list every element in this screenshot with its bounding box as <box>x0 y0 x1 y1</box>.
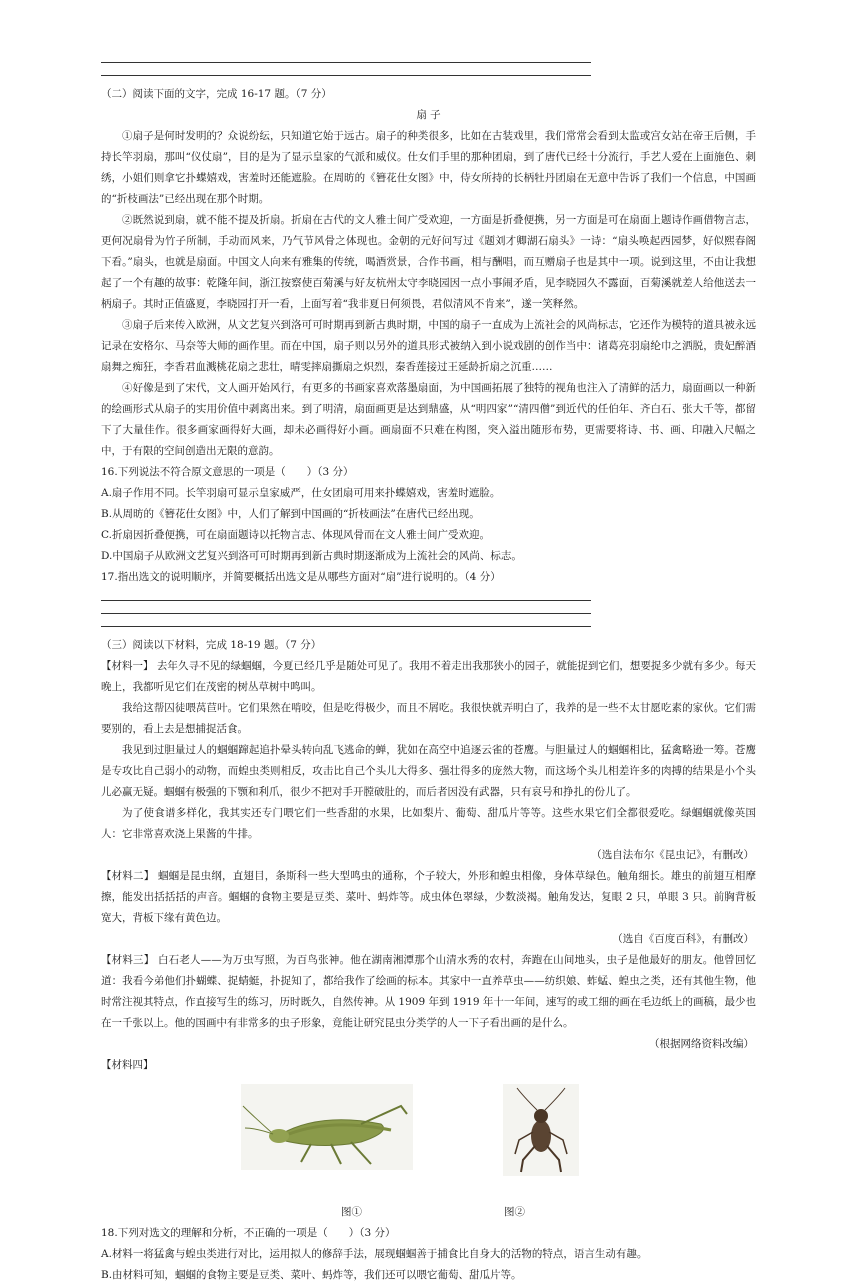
exam-page <box>101 50 756 1286</box>
material-2 <box>101 866 756 929</box>
material-3-text: 白石老人——为万虫写照，为百鸟张神。他在湖南湘潭那个山清水秀的农村，奔跑在山间地头，虫子是他最好的朋友。他曾回忆道：我看今弟他们扑蝴蝶、捉蜻蜓，扑捉知了，都给我作了绘画的标本。其家中一直养草虫——纺织娘、蚱蜢、蝗虫之类，还有其他生物，他时常注视其特点，作直接写生的练习，历时既久，自然传神。从 1909 年到 1919 年十一年间，速写的或工细的画在毛边纸上的画稿，最少也在一千张以上。他的国画中有非常多的虫子形象，竟能让研究昆虫分类学的人一下子看出画的是什么。 <box>101 954 757 1029</box>
option-b: B.由材料可知，蝈蝈的食物主要是豆类、菜叶、蚂炸等，我们还可以喂它葡萄、甜瓜片等。 <box>101 1269 522 1281</box>
option-d: D.中国扇子从欧洲文艺复兴到洛可可时期再到新古典时期逐渐成为上流社会的风尚、标志。 <box>101 550 522 562</box>
article-title: 扇 子 <box>416 109 441 121</box>
material-3-label: 【材料三】 <box>101 954 155 966</box>
question-17: 17.指出选文的说明顺序，并简要概括出选文是从哪些方面对“扇”进行说明的。（4 分） <box>101 571 501 583</box>
question-18: 18.下列对选文的理解和分析，不正确的一项是（ ）（3 分） <box>101 1227 396 1239</box>
material-4-label: 【材料四】 <box>101 1059 154 1071</box>
option-c: C.折扇因折叠便携，可在扇面题诗以托物言志、体现风骨而在文人雅士间广受欢迎。 <box>101 529 490 541</box>
section3-heading: （三）阅读以下材料，完成 18-19 题。（7 分） <box>101 639 322 651</box>
source-note: （选自《百度百科》，有删改） <box>612 933 754 945</box>
paragraph: ④好像是到了宋代，文人画开始风行，有更多的书画家喜欢落墨扇面，为中国画拓展了独特的视角也注入了清鲜的活力，扇面画以一种新的绘画形式从扇子的实用价值中剥离出来。到了明清，扇面画更是达到鼎盛，从“明四家”“清四僧”到近代的任伯年、齐白石、张大千等，都留下了大量佳作。很多画家画得好大画，却未必画得好小画。画扇面不只难在构图，突入溢出随形布势，更需要将诗、书、画、印融入尺幅之中，于有限的空间创造出无限的意韵。 <box>101 382 756 457</box>
answer-line <box>101 50 591 63</box>
cricket-image <box>503 1084 579 1176</box>
material-2-text: 蝈蝈是昆虫纲，直翅目，条斯科一些大型鸣虫的通称，个子较大，外形和蝗虫相像，身体草绿色。触角细长。雄虫的前翅互相摩擦，能发出括括括的声音。蝈蝈的食物主要是豆类、菜叶、蚂炸等。成虫体色翠绿，少数淡褐。触角发达，复眼 2 只，单眼 3 只。前胸背板宽大，背板下缘有黄色边。 <box>101 870 757 924</box>
paragraph: 我给这帮囚徒喂莴苣叶。它们果然在啃咬，但是吃得极少，而且不屑吃。我很快就弄明白了，我养的是一些不太甘愿吃素的家伙。它们需要别的，看上去是想捕捉活食。 <box>101 702 756 735</box>
option-a: A.扇子作用不同。长竿羽扇可显示皇家威严，仕女团扇可用来扑蝶嬉戏，害羞时遮脸。 <box>101 487 501 499</box>
material-3 <box>101 950 756 1034</box>
option-b: B.从周昉的《簪花仕女图》中，人们了解到中国画的“折枝画法”在唐代已经出现。 <box>101 508 480 520</box>
paragraph: ①扇子是何时发明的？众说纷纭，只知道它始于远古。扇子的种类很多，比如在古装戏里，我们常常会看到太监或宫女站在帝王后侧，手持长竿羽扇，那叫“仪仗扇”，目的是为了显示皇家的气派和威仪。仕女们手里的那种团扇，到了唐代已经十分流行，手艺人爱在上面施色、刺绣，小姐们则拿它扑蝶嬉戏，害羞时还能遮脸。在周昉的《簪花仕女图》中，侍女所持的长柄牡丹团扇在无意中告诉了我们一个信息，中国画的“折枝画法”已经出现在那个时期。 <box>101 130 756 205</box>
answer-line <box>101 601 591 614</box>
figure-1-caption: 图① <box>341 1206 362 1218</box>
material-1-label: 【材料一】 <box>101 660 154 672</box>
figure-2-caption: 图② <box>504 1206 525 1218</box>
paragraph: ③扇子后来传入欧洲，从文艺复兴到洛可可时期再到新古典时期，中国的扇子一直成为上流社会的风尚标志，它还作为模特的道具被永远记录在安格尔、马奈等大师的画作里。而在中国，扇子则以另外的道具形式被纳入到小说戏剧的创作当中：诸葛亮羽扇纶巾之洒脱，贵妃醉酒扇舞之痴狂，李香君血溅桃花扇之悲壮，晴雯摔扇撕扇之炽烈，秦香莲接过王延龄折扇之沉重…… <box>101 319 756 373</box>
option-a: A.材料一将猛禽与蝗虫类进行对比，运用拟人的修辞手法，展现蝈蝈善于捕食比自身大的活物的特点，语言生动有趣。 <box>101 1248 648 1260</box>
material-2-label: 【材料二】 <box>101 870 155 882</box>
paragraph: ②既然说到扇，就不能不提及折扇。折扇在古代的文人雅士间广受欢迎，一方面是折叠便携，另一方面是可在扇面上题诗作画借物言志，更何况扇骨为竹子所制，手动而风来，乃气节风骨之体现也。金朝的元好问写过《题刘才卿湖石扇头》一诗：“扇头唤起西园梦，好似熙春阁下看。”扇头，也就是扇面。中国文人向来有雅集的传统，喝酒赏景，合作书画，相与酬唱，而互赠扇子也是其中一项。说到这里，不由让我想起了一个有趣的故事：乾隆年间，浙江按察使百菊溪与好友杭州太守李晓园因一点小事闹矛盾，见李晓园久不露面，百菊溪就差人给他送去一柄扇子。其时正值盛夏，李晓园打开一看，上面写着“我非夏日何须畏，君似清风不肯来”，遂一笑释然。 <box>101 214 756 310</box>
material-1-text: 去年久寻不见的绿蝈蝈，今夏已经几乎是随处可见了。我用不着走出我那狭小的园子，就能捉到它们，想要捉多少就有多少。每天晚上，我都听见它们在茂密的树丛草树中鸣叫。 <box>101 660 757 693</box>
paragraph: 我见到过胆量过人的蝈蝈蹿起追扑晕头转向乱飞逃命的蝉，犹如在高空中追逐云雀的苍鹰。与胆量过人的蝈蝈相比，猛禽略逊一筹。苍鹰是专攻比自己弱小的动物，而蝗虫类则相反，攻击比自己个头儿大得多、强壮得多的庞然大物，而这场个头儿相差许多的肉搏的结果是小个头儿必赢无疑。蝈蝈有极强的下颚和利爪，很少不把对手开膛破肚的，而后者因没有武器，只有哀号和挣扎的份儿了。 <box>101 744 756 798</box>
answer-line <box>101 588 591 601</box>
section2-heading: （二）阅读下面的文字，完成 16-17 题。（7 分） <box>101 88 332 100</box>
material-1 <box>101 656 756 698</box>
katydid-image <box>241 1084 413 1170</box>
answer-line <box>101 63 591 76</box>
answer-line <box>101 614 591 627</box>
figure-row <box>101 1084 756 1202</box>
question-16: 16.下列说法不符合原文意思的一项是（ ）（3 分） <box>101 466 354 478</box>
caption-row <box>101 1202 756 1223</box>
paragraph: 为了使食谱多样化，我其实还专门喂它们一些香甜的水果，比如梨片、葡萄、甜瓜片等等。这些水果它们全都很爱吃。绿蝈蝈就像英国人：它非常喜欢浇上果酱的牛排。 <box>101 807 756 840</box>
source-note: （根据网络资料改编） <box>649 1038 754 1050</box>
source-note: （选自法布尔《昆虫记》，有删改） <box>591 849 754 861</box>
